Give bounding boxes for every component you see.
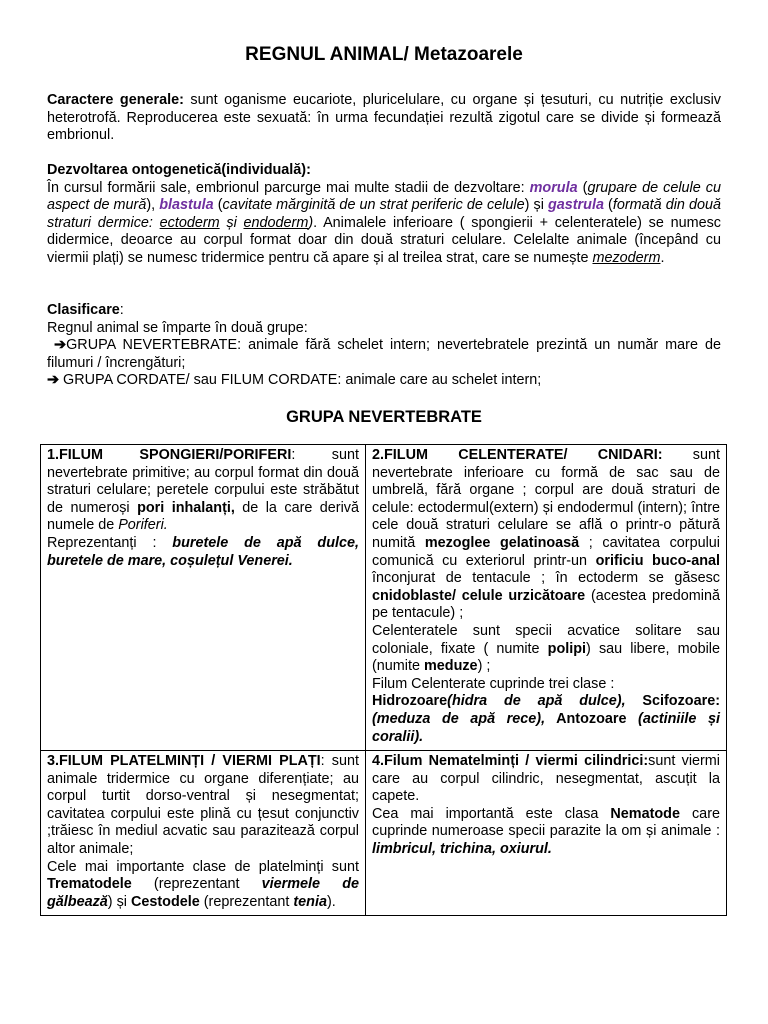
cell-text: sunt nevertebrate inferioare cu formă de sac sau de umbrelă, fără organe ; corpul are două straturi de celule: ectodermul(extern) și endodermul (intern); între cele două straturi celulare se află o printr-o pătură numită xyxy=(372,447,720,551)
cell-text: ) și xyxy=(107,893,131,910)
cell-bold: Cestodele xyxy=(130,893,200,910)
cell-bold-italic: buretele de apă dulce, buretele de mare, coșulețul Venerei. xyxy=(47,534,359,569)
development-text: ), xyxy=(146,197,160,213)
classification-paragraph xyxy=(47,302,721,390)
cell-bold: polipi xyxy=(547,640,587,657)
cell-bold: meduze xyxy=(423,658,478,675)
cell-bold-italic: (actiniile și coralii). xyxy=(372,710,721,745)
cell-bold: mezoglee gelatinoasă xyxy=(424,534,580,551)
cell-bold: Scifozoare: xyxy=(625,693,720,710)
blastula-term: blastula xyxy=(159,197,214,213)
cell-text: Celenteratele sunt specii acvatice solitare sau coloniale, fixate ( numite xyxy=(372,622,720,657)
cell-bold: Trematodele xyxy=(47,876,132,893)
general-text: sunt oganisme eucariote, pluricelulare, cu organe și țesuturi, cu nutriție exclusiv heterotrofă. Reproducerea este sexuată: în urma fecundației rezultă zigotul care se divide și formează embrionul. xyxy=(47,92,722,143)
cell-text: sunt viermi care au corpul cilindric, nesegmentat, ascuțit la capete. xyxy=(372,753,720,805)
page-title: REGNUL ANIMAL/ Metazoarele xyxy=(245,44,523,65)
cell-text: ). xyxy=(326,893,336,910)
general-label: Caractere generale: xyxy=(47,92,184,108)
cell-text: care cuprinde numeroase specii parazite la om și animale : xyxy=(372,805,720,840)
table-row xyxy=(41,751,727,916)
cell-heading: 3.FILUM PLATELMINȚI / VIERMI PLAȚI xyxy=(47,753,321,770)
classification-label: Clasificare xyxy=(47,302,120,318)
group-chordates-text: GRUPA CORDATE/ sau FILUM CORDATE: animale care au schelet intern; xyxy=(59,372,542,388)
cell-text: (reprezentant xyxy=(199,893,294,910)
cell-bold: pori inhalanți, xyxy=(137,499,235,516)
cell-text: Cele mai importante clase de platelminți sunt xyxy=(47,858,359,875)
gastrula-description: formată din două straturi dermice: xyxy=(47,197,721,231)
development-text: și xyxy=(219,214,244,231)
classification-intro: Regnul animal se împarte în două grupe: xyxy=(47,319,308,336)
cell-heading: 4.Filum Nematelminți / viermi cilindrici: xyxy=(372,753,649,770)
gastrula-term: gastrula xyxy=(547,197,604,213)
cell-bold: Hidrozoare xyxy=(372,693,448,710)
endoderm-term: endoderm xyxy=(243,214,309,231)
cell-bold-italic: (meduza de apă rece), xyxy=(372,710,546,727)
morula-term: morula xyxy=(529,179,578,196)
cell-bold: Antozoare xyxy=(545,710,627,727)
blastula-description: cavitate mărginită de un strat periferic de celule xyxy=(222,197,525,213)
general-characteristics-paragraph xyxy=(47,92,721,145)
cell-porifera xyxy=(41,445,366,751)
cell-bold: orificiu buco-anal xyxy=(595,552,720,569)
cell-text: : sunt animale tridermice cu organe diferențiate; au corpul turtit dorso-ventral și nesegmentat; cavitatea corpului este plină cu țesut conjunctiv ;trăiesc în mediul acvatic sau parazitează corpul altor animale; xyxy=(47,753,359,858)
morula-description: grupare de celule cu aspect de mură xyxy=(47,179,721,213)
cell-italic: Poriferi. xyxy=(118,517,168,534)
arrow-icon: ➔ xyxy=(54,337,67,353)
cell-text: ) ; xyxy=(477,658,491,675)
cell-heading: 2.FILUM CELENTERATE/ CNIDARI: xyxy=(372,447,663,463)
cell-text: înconjurat de tentacule ; în ectoderm se găsesc xyxy=(372,570,720,587)
arrow-icon: ➔ xyxy=(47,372,60,388)
cell-bold-italic: limbricul, trichina, oxiurul. xyxy=(372,841,552,858)
cell-text: Cea mai importantă este clasa xyxy=(372,805,611,822)
cell-platyhelminthes xyxy=(41,751,366,916)
cell-bold-italic: viermele de gălbează xyxy=(47,876,359,910)
cell-bold-italic: tenia xyxy=(293,893,327,910)
development-text: ) xyxy=(308,214,314,231)
development-text: În cursul formării sale, embrionul parcurge mai multe stadii de dezvoltare: xyxy=(47,179,530,196)
cell-text: ) sau libere, mobile (numite xyxy=(372,640,720,675)
section-title: GRUPA NEVERTEBRATE xyxy=(286,408,482,426)
development-paragraph xyxy=(47,162,721,267)
cell-text: (reprezentant xyxy=(131,876,262,893)
cell-text: ; cavitatea corpului comunică cu exteriorul printr-un xyxy=(372,534,720,569)
cell-text: Filum Celenterate cuprinde trei clase : xyxy=(372,675,615,692)
cell-text: : sunt nevertebrate primitive; au corpul format din două straturi celulare; peretele corpului este străbătut de numeroși xyxy=(47,447,359,516)
group-chordates-item xyxy=(47,372,721,390)
development-text: ( xyxy=(213,197,223,213)
cell-nematoda xyxy=(366,751,727,916)
development-text: . Animalele inferioare ( spongierii + celenteratele) se numesc didermice, deoarce au corpul format doar din două straturi celulare. Celelalte animale (începând cu viermii plați) se numesc tridermice pentru că apare și al treilea strat, care se numește xyxy=(47,214,721,266)
classification-colon: : xyxy=(119,302,124,318)
cell-bold: cnidoblaste/ celule urzicătoare xyxy=(372,587,586,604)
development-text: . xyxy=(660,249,665,266)
cell-bold-italic: (hidra de apă dulce), xyxy=(447,693,626,710)
cell-heading: 1.FILUM SPONGIERI/PORIFERI xyxy=(47,447,292,463)
phyla-table xyxy=(40,444,727,916)
cell-text: (acestea predomină pe tentacule) ; xyxy=(372,587,720,622)
cell-bold: Nematode xyxy=(610,805,680,822)
development-text: ( xyxy=(577,179,588,196)
development-label: Dezvoltarea ontogenetică(individuală): xyxy=(47,162,311,178)
cell-text: Reprezentanți : xyxy=(47,534,173,551)
mezoderm-term: mezoderm xyxy=(592,249,661,266)
development-text: ( xyxy=(603,197,613,213)
development-text: ) și xyxy=(524,197,548,213)
group-invertebrates-item xyxy=(47,337,721,372)
group-invertebrates-text: GRUPA NEVERTEBRATE: animale fără schelet intern; nevertebratele prezintă un număr mare de filumuri / încrengături; xyxy=(47,337,722,371)
table-row xyxy=(41,445,727,751)
cell-text: de la care derivă numele de xyxy=(47,499,359,534)
cell-cnidaria xyxy=(366,445,727,751)
ectoderm-term: ectoderm xyxy=(159,214,220,231)
